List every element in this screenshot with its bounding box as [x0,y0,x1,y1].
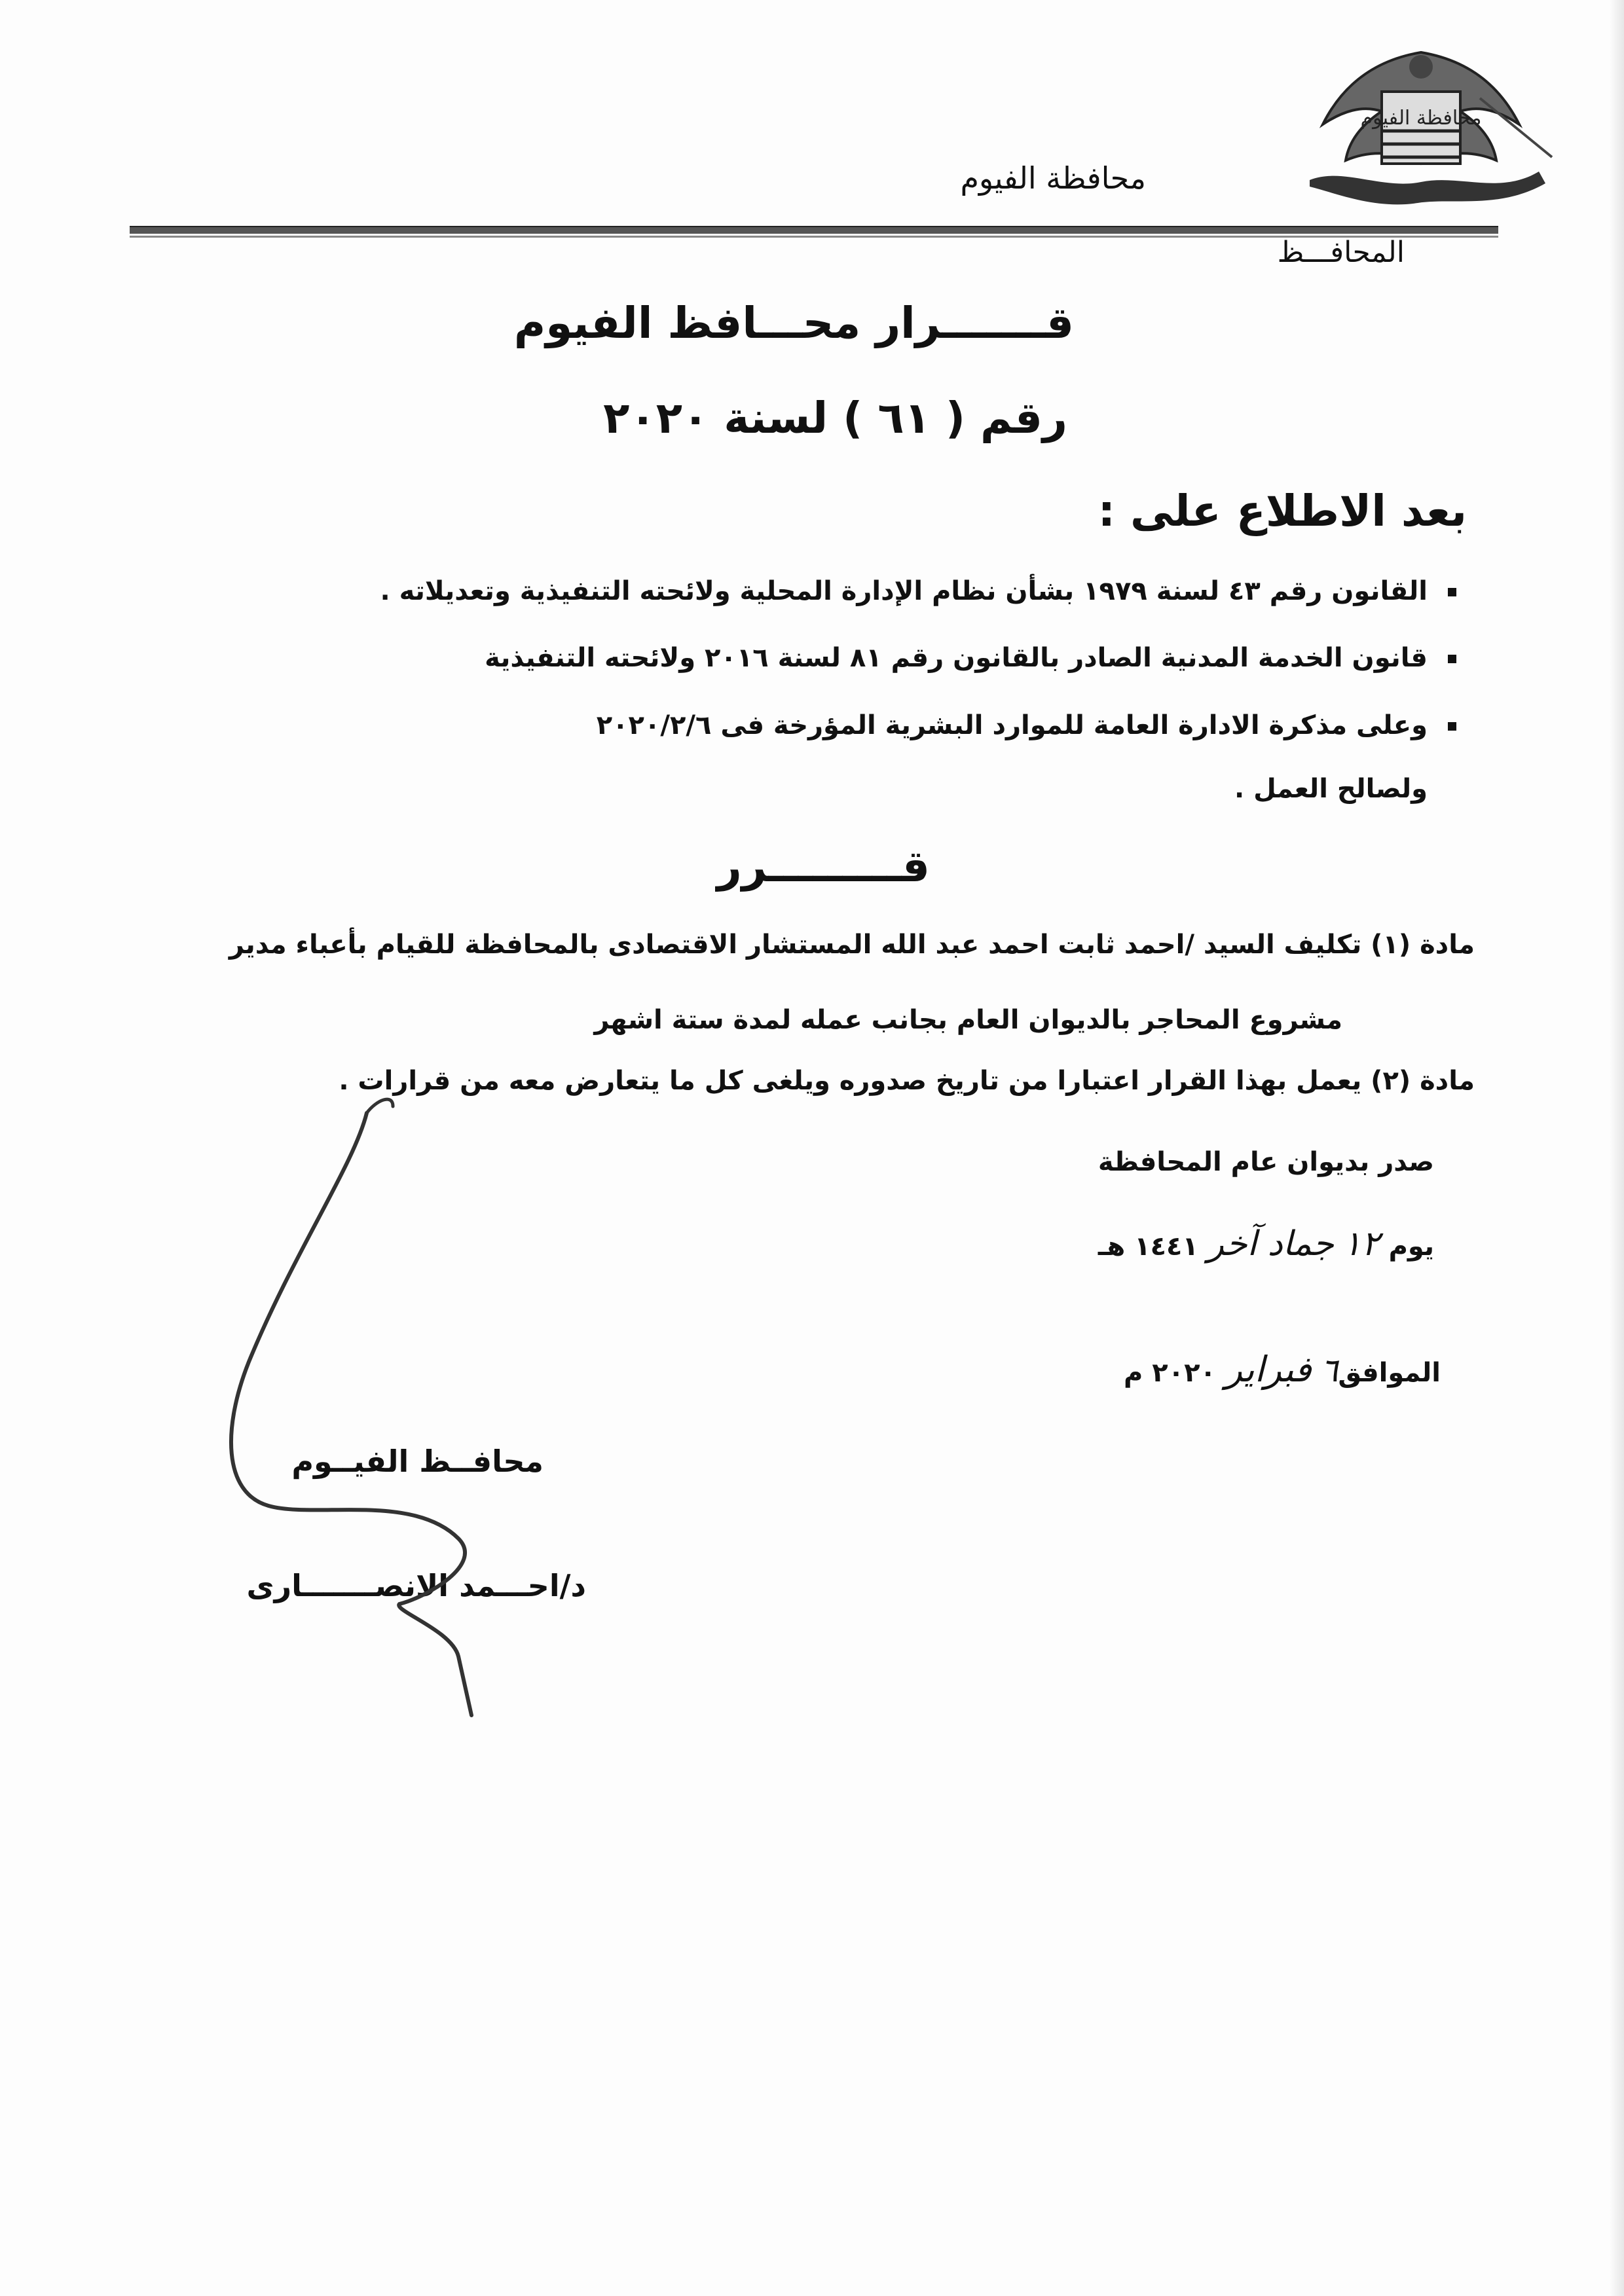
issuance-place: صدر بديوان عام المحافظة [1098,1147,1434,1177]
decree-title: قـــــــرار محـــافظ الفيوم [513,298,1074,348]
reference-continuation: ولصالح العمل . [1234,774,1428,804]
eagle-emblem-icon [1283,26,1559,216]
signatory-title: محافــظ الفيــوم [291,1444,544,1479]
scan-edge [1610,0,1624,2296]
article-1-line-2: مشروع المحاجر بالديوان العام بجانب عمله لمدة ستة اشهر [594,1005,1342,1035]
reference-text: قانون الخدمة المدنية الصادر بالقانون رقم ٨١ لسنة ٢٠١٦ ولائحته التنفيذية [485,643,1428,673]
decree-heading: قـــــــــرر [716,841,930,892]
hijri-label: يوم [1388,1231,1434,1262]
emblem-text: محافظة الفيوم [1360,107,1482,130]
greg-year: ٢٠٢٠ م [1124,1358,1216,1388]
bullet-icon [1448,655,1456,663]
hijri-month-handwritten: جماد آخر [1207,1224,1334,1264]
preamble-heading: بعد الاطلاع على : [1098,486,1467,536]
governorate-name: محافظة الفيوم [960,160,1146,196]
hijri-year: ١٤٤١ هـ [1098,1231,1198,1262]
reference-item [485,643,1428,673]
gregorian-date [1124,1349,1441,1390]
reference-item [597,710,1428,740]
header-rule [130,226,1498,234]
greg-day-handwritten: ٦ [1320,1351,1338,1389]
greg-label: الموافق [1338,1358,1441,1388]
bullet-icon [1448,588,1456,596]
hijri-day-handwritten: ١٢ [1342,1224,1380,1264]
decree-number: رقم ( ٦١ ) لسنة ٢٠٢٠ [603,393,1067,443]
reference-text: وعلى مذكرة الادارة العامة للموارد البشرية المؤرخة فى ٢٠٢٠/٢/٦ [596,710,1428,740]
article-2-line-1: مادة (٢) يعمل بهذا القرار اعتبارا من تاريخ صدوره ويلغى كل ما يتعارض معه من قرارات . [339,1066,1475,1096]
reference-text: القانون رقم ٤٣ لسنة ١٩٧٩ بشأن نظام الإدارة المحلية ولائحته التنفيذية وتعديلاته . [380,576,1428,606]
reference-item [380,576,1428,606]
hijri-date [1098,1224,1434,1264]
greg-month-handwritten: فبراير [1225,1349,1312,1390]
office-label: المحافـــظ [1277,236,1405,269]
handwritten-signature [196,1087,602,1728]
article-1-line-1: مادة (١) تكليف السيد /احمد ثابت احمد عبد الله المستشار الاقتصادى بالمحافظة للقيام بأعباء مدير [229,930,1475,960]
bullet-icon [1448,722,1456,731]
signatory-name: د/احـــمد الانصـــــــارى [246,1568,586,1603]
